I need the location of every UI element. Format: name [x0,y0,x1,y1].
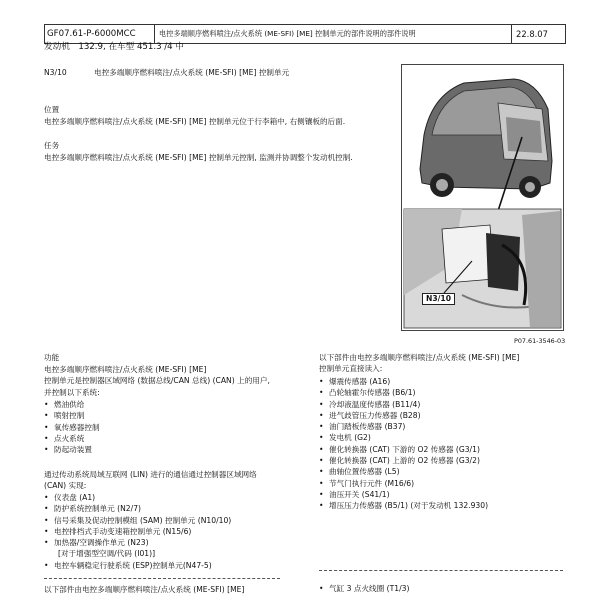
document-title: 电控多端顺序燃料喷注/点火系统 (ME-SFI) [ME] 控制单元的部件说明的部件说明 [159,29,416,38]
list-item: • 防起动装置 [44,444,100,455]
controlled-systems-list [44,399,100,455]
engine-line: 发动机 132.9, 在车型 451.3 /4 中 [44,42,184,52]
list-item: • 油门踏板传感器 (B37) [319,421,488,432]
list-item: • 增压压力传感器 (B5/1) (对于发动机 132.930) [319,500,488,511]
task-text: 电控多端顺序燃料喷注/点火系统 (ME-SFI) [ME] 控制单元控制, 监测并协调整个发动机控制. [44,153,353,162]
list-item: • 凸轮轴霍尔传感器 (B6/1) [319,387,488,398]
function-intro-line: 并控制以下系统: [44,387,100,397]
list-item: • 喷射控制 [44,410,100,421]
list-item: • 点火系统 [44,433,100,444]
list-item: • 催化转换器 (CAT) 上游的 O2 传感器 (G3/2) [319,455,488,466]
list-item: • 仪表盘 (A1) [44,492,231,503]
component-code: N3/10 [44,68,67,77]
list-item: • 燃油供给 [44,399,100,410]
location-text: 电控多端顺序燃料喷注/点火系统 (ME-SFI) [ME] 控制单元位于行李箱中, 右侧镶板的后面. [44,117,346,126]
list-item: • 电控排档式手动变速箱控制单元 (N15/6) [44,526,231,537]
read-in-intro [319,352,519,375]
component-name: 电控多端顺序燃料喷注/点火系统 (ME-SFI) [ME] 控制单元 [94,68,290,77]
list-item: • 催化转换器 (CAT) 下游的 O2 传感器 (G3/1) [319,444,488,455]
list-item: • 信号采集及促动控制模组 (SAM) 控制单元 (N10/10) [44,515,231,526]
left-bottom-cut-text: 以下部件由电控多端顺序燃料喷注/点火系统 (ME-SFI) [ME] [44,585,245,594]
section-divider [319,570,563,571]
figure-callout: N3/10 [422,293,455,305]
section-divider [44,578,280,579]
lin-intro-line: 通过传动系统局域互联网 (LIN) 进行的通信通过控制器区域网络 [44,470,257,479]
lin-intro-line: (CAN) 实现: [44,481,87,491]
figure-caption: P07.61-3546-03 [514,337,566,345]
document-header [44,24,566,44]
document-id: GF07.61-P-6000MCC [45,25,155,43]
list-item: • 防护系统控制单元 (N2/7) [44,503,231,514]
car-illustration [402,65,563,330]
list-item: • 气缸 3 点火线圈 (T1/3) [319,583,409,594]
list-item: • 节气门执行元件 (M16/6) [319,478,488,489]
lin-subnote: [对于增强型空调/代码 (I01)] [58,549,156,559]
list-item: • 电控车辆稳定行驶系统 (ESP)控制单元(N47-5) [44,560,231,571]
location-heading: 位置 [44,105,60,114]
list-item: • 氧传感器控制 [44,422,100,433]
list-item: • 发电机 (G2) [319,432,488,443]
list-item: • 进气歧管压力传感器 (B28) [319,410,488,421]
list-item: • 爆震传感器 (A16) [319,376,488,387]
location-photo [401,64,564,331]
read-in-intro-line: 以下部件由电控多端顺序燃料喷注/点火系统 (ME-SFI) [ME] [319,353,520,362]
function-intro-line: 电控多端顺序燃料喷注/点火系统 (ME-SFI) [ME] [44,365,207,374]
read-in-intro-line: 控制单元直接读入: [319,364,383,374]
list-item: • 冷却液温度传感器 (B11/4) [319,399,488,410]
list-item: • 加热器/空调操作单元 (N23) [44,537,231,548]
function-intro-line: 控制单元是控制器区域网络 (数据总线/CAN 总线) (CAN) 上的用户, [44,376,270,386]
lin-intro [44,469,257,492]
read-in-components-list [319,376,488,512]
list-item: • 曲轴位置传感器 (L5) [319,466,488,477]
document-date: 22.8.07 [511,25,565,43]
lin-components-list [44,492,231,571]
task-heading: 任务 [44,141,60,150]
list-item: • 油压开关 (S41/1) [319,489,488,500]
function-intro [44,364,270,398]
function-heading: 功能 [44,353,60,362]
